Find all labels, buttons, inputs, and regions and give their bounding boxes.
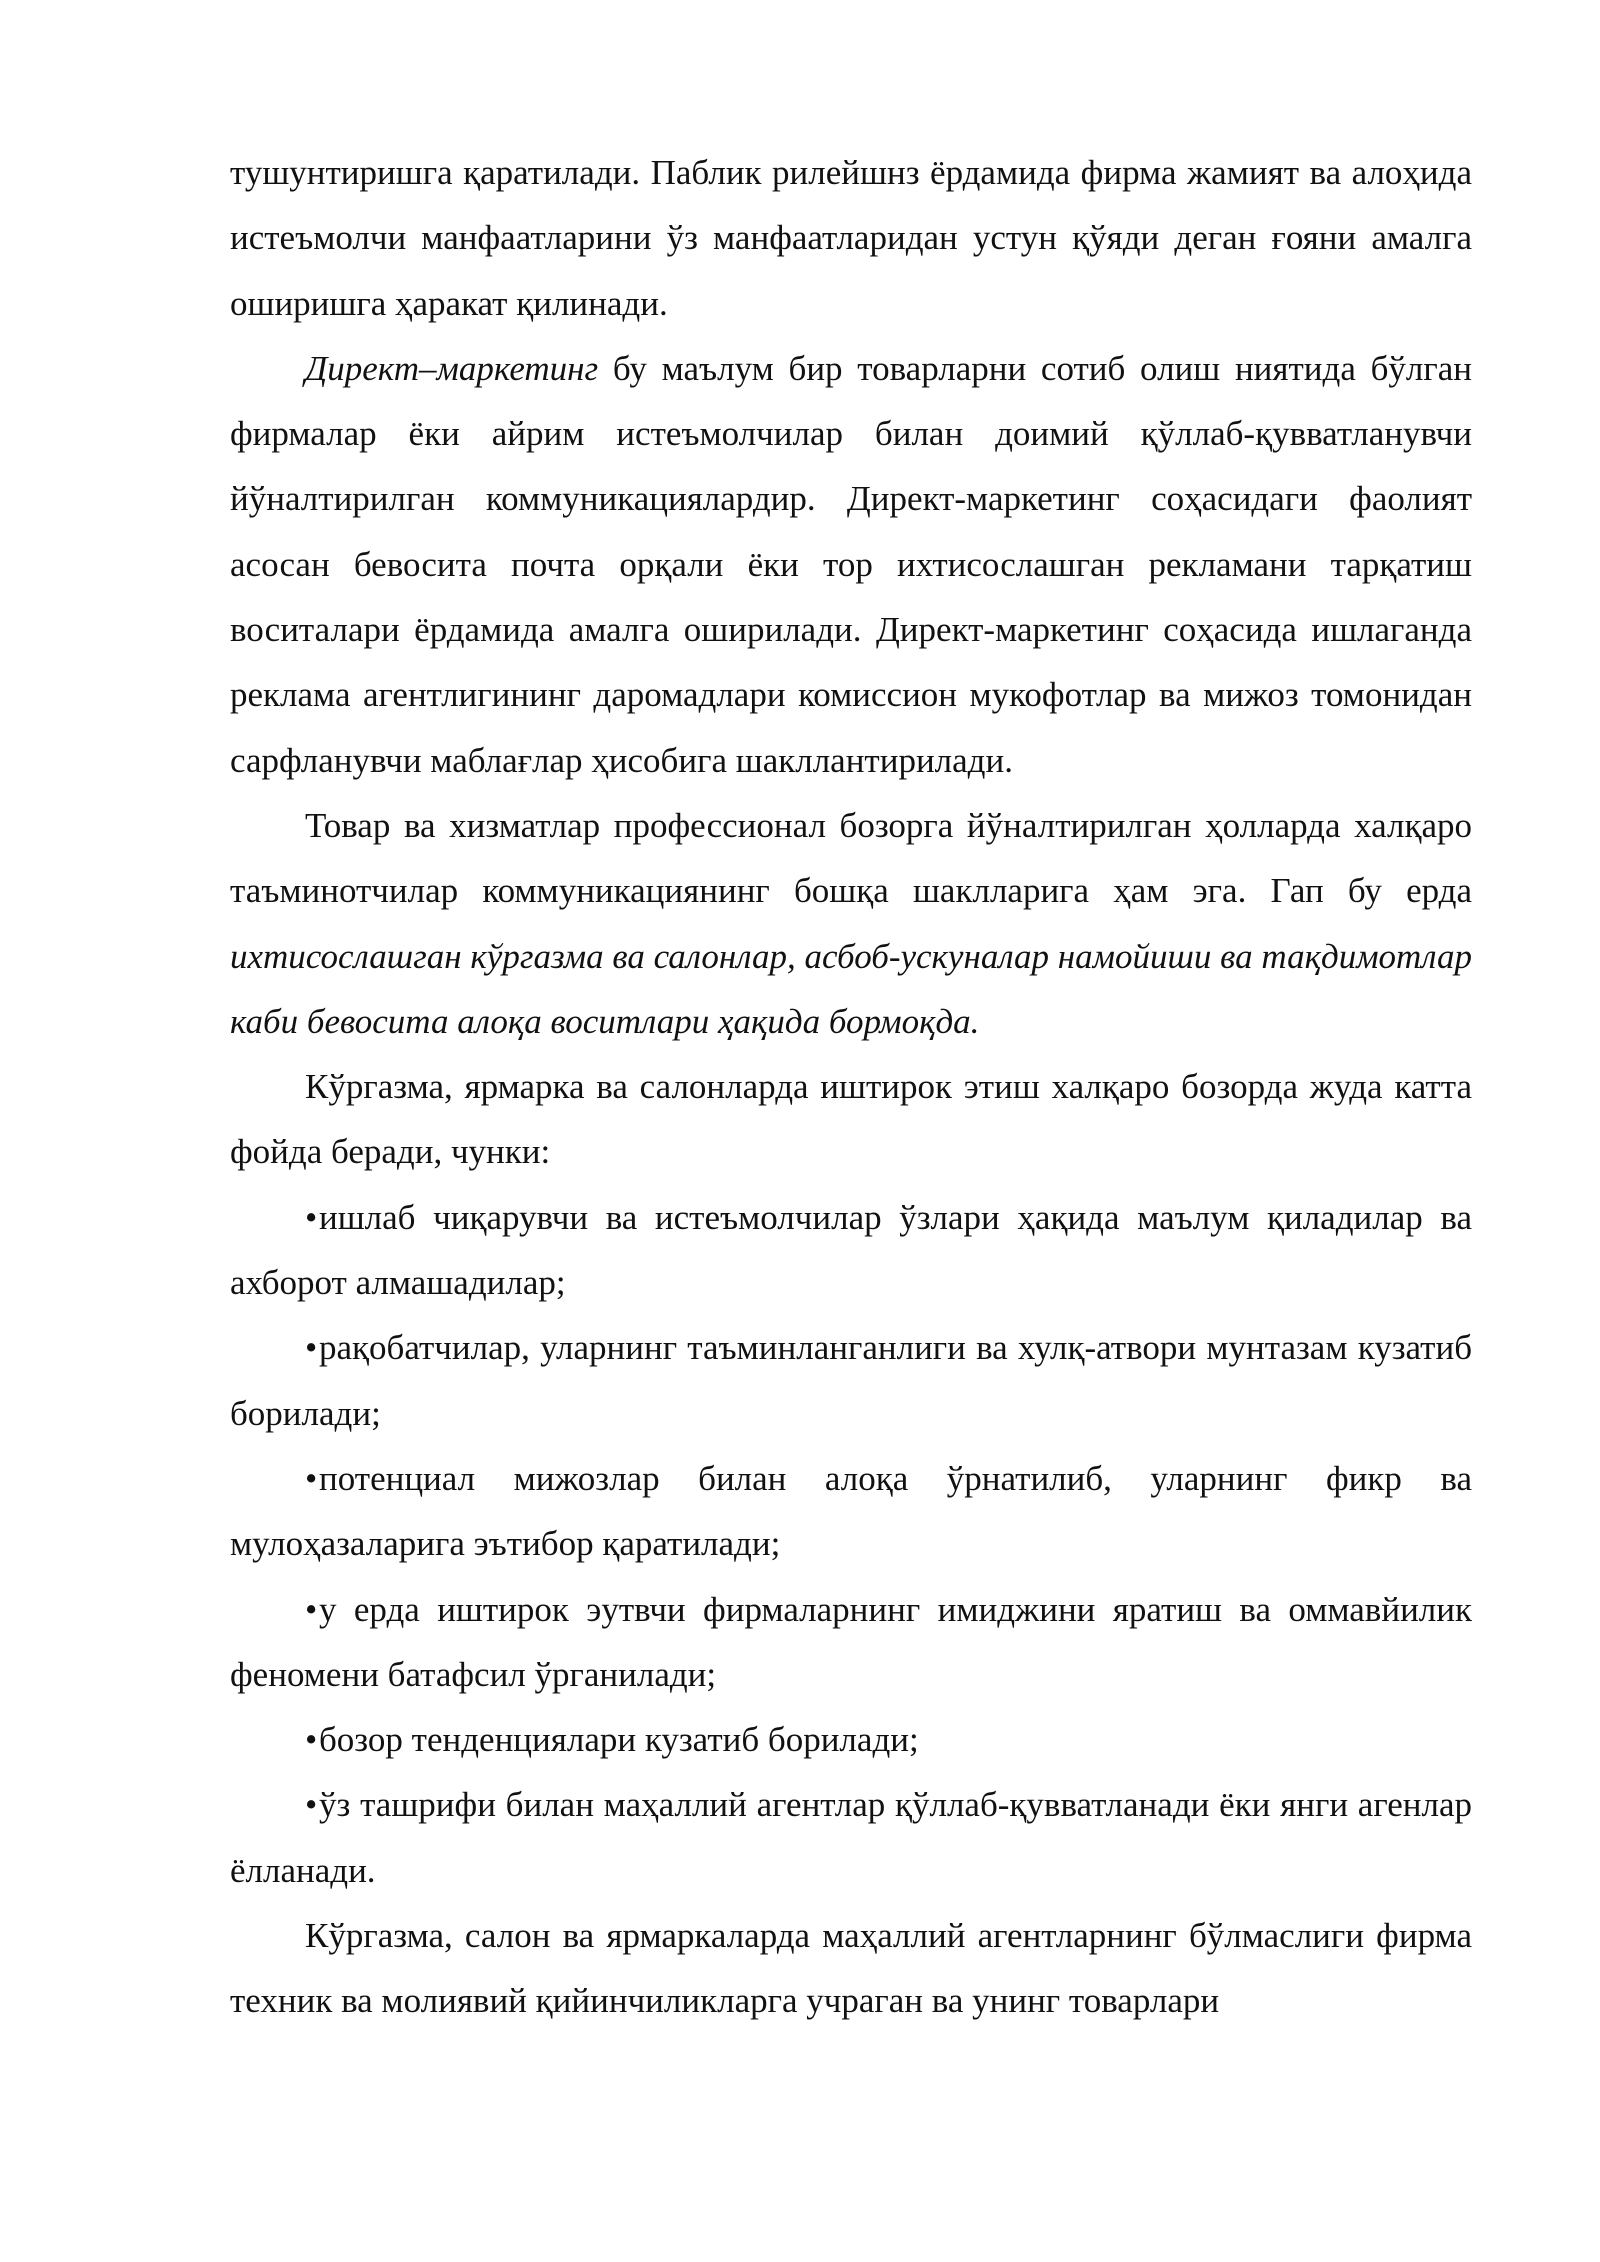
list-item (230, 1315, 1472, 1446)
bullet-icon: • (305, 1458, 318, 1498)
list-item (230, 1446, 1472, 1577)
italic-emphasis: ихтисослашган кўргазма ва салонлар, асбоб-ускуналар намойиши ва тақдимотлар каби бевосита алоқа воситлари ҳақида бормоқда. (230, 936, 1472, 1041)
paragraph-text: бу маълум бир товарларни сотиб олиш ниятида бўлган фирмалар ёки айрим истеъмолчилар билан доимий қўллаб-қувватланувчи йўналтирилган коммуникациялардир. Директ-маркетинг соҳасидаги фаолият асосан бевосита почта орқали ёки тор ихтисослашган рекламани тарқатиш воситалари ёрдамида амалга оширилади. Директ-маркетинг соҳасида ишлаганда реклама агентлигининг даромадлари комиссион мукофотлар ва мижоз томонидан сарфланувчи маблағлар ҳисобига шакллантирилади. (230, 348, 1472, 780)
list-item (230, 1185, 1472, 1316)
paragraph-public-relations (230, 140, 1472, 336)
bullet-icon: • (305, 1328, 318, 1368)
paragraph-professional-market (230, 793, 1472, 1054)
list-item-text: ўз ташрифи билан маҳаллий агентлар қўллаб-қувватланади ёки янги агенлар ёлланади. (230, 1785, 1472, 1890)
list-item-text: бозор тенденциялари кузатиб борилади; (319, 1720, 919, 1760)
paragraph-text: Кўргазма, ярмарка ва салонларда иштирок этиш халқаро бозорда жуда катта фойда беради, чунки: (230, 1067, 1472, 1172)
paragraph-local-agents (230, 1903, 1472, 2034)
bullet-icon: • (305, 1785, 318, 1825)
list-item (230, 1577, 1472, 1708)
list-item-text: у ерда иштирок эутвчи фирмаларнинг имиджини яратиш ва оммавйилик феномени батафсил ўрганилади; (230, 1589, 1472, 1694)
bullet-icon: • (305, 1589, 318, 1629)
list-item-text: потенциал мижозлар билан алоқа ўрнатилиб, уларнинг фикр ва мулоҳазаларига эътибор қаратилади; (230, 1458, 1472, 1564)
list-item-text: рақобатчилар, уларнинг таъминланганлиги ва хулқ-атвори мунтазам кузатиб борилади; (230, 1328, 1472, 1433)
list-item (230, 1772, 1472, 1903)
paragraph-exhibitions-intro (230, 1054, 1472, 1185)
bullet-icon: • (305, 1197, 318, 1237)
list-item-text: ишлаб чиқарувчи ва истеъмолчилар ўзлари ҳақида маълум қиладилар ва ахборот алмашадилар; (230, 1197, 1472, 1303)
paragraph-direct-marketing (230, 336, 1472, 793)
paragraph-text: Кўргазма, салон ва ярмаркаларда маҳаллий агентларнинг бўлмаслиги фирма техник ва молиявий қийинчиликларга учраган ва унинг товарлари (230, 1916, 1472, 2021)
bullet-icon: • (305, 1720, 318, 1760)
paragraph-text: тушунтиришга қаратилади. Паблик рилейшнз ёрдамида фирма жамият ва алоҳида истеъмолчи манфаатларини ўз манфаатларидан устун қўяди деган ғояни амалга оширишга ҳаракат қилинади. (230, 153, 1472, 323)
document-page (230, 140, 1472, 2034)
paragraph-text: Товар ва хизматлар профессионал бозорга йўналтирилган ҳолларда халқаро таъминотчилар коммуникациянинг бошқа шаклларига ҳам эга. Гап бу ерда (230, 805, 1472, 911)
term-direct-marketing: Директ–маркетинг (305, 348, 599, 388)
list-item (230, 1707, 1472, 1772)
